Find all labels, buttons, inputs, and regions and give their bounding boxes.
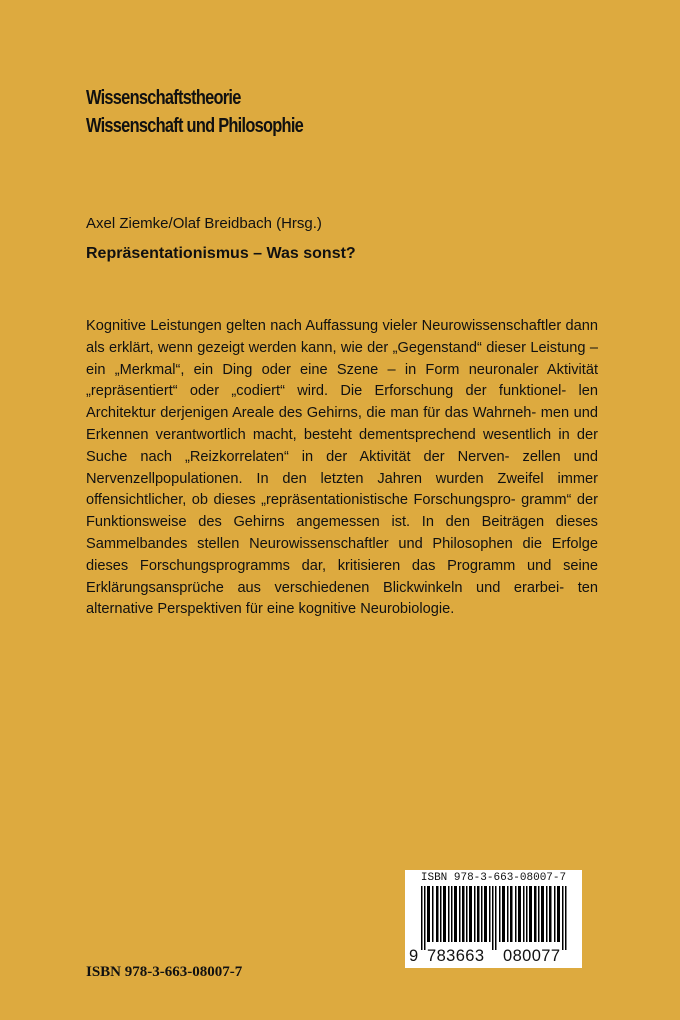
- series-title-line-1: Wissenschaftstheorie: [86, 87, 241, 109]
- barcode-digits-group-2: 080077: [503, 947, 561, 965]
- blurb-line: zellen und Nervenzellpopulationen. In den letzten Jahren wurden Zweifel: [86, 448, 598, 487]
- blurb-line: wesentlich in der Suche nach „Reizkorrelaten“ in der Aktivität der Nerven-: [86, 426, 598, 465]
- series-title-line-2: Wissenschaft und Philosophie: [86, 115, 304, 137]
- isbn-footer: ISBN 978-3-663-08007-7: [86, 964, 243, 980]
- blurb-line: immer offensichtlicher, ob dieses „repräsentationistische Forschungspro-: [86, 470, 598, 509]
- blurb-line: dann als erklärt, wenn gezeigt werden kann, wie der „Gegenstand“ dieser: [86, 318, 598, 356]
- blurb-line: Leistung – ein „Merkmal“, ein Ding oder eine Szene – in Form neuronaler: [86, 339, 598, 378]
- blurb-line: Kognitive Leistungen gelten nach Auffassung vieler Neurowissenschaftler: [86, 318, 562, 334]
- blurb-line: gramm“ der Funktionsweise des Gehirns angemessen ist. In den Beiträgen: [86, 492, 598, 531]
- blurb-line: len Architektur derjenigen Areale des Gehirns, die man für das Wahrneh-: [86, 383, 598, 422]
- barcode-isbn-label: ISBN 978-3-663-08007-7: [420, 872, 567, 884]
- blurb-line: ten alternative Perspektiven für eine kognitive Neurobiologie.: [86, 579, 598, 618]
- book-editors: Axel Ziemke/Olaf Breidbach (Hrsg.): [86, 215, 322, 232]
- book-title: Repräsentationismus – Was sonst?: [86, 245, 356, 262]
- blurb-line: dieses Sammelbandes stellen Neurowissenschaftler und Philosophen die: [86, 514, 598, 552]
- isbn-barcode: [405, 870, 582, 968]
- series-title: [86, 84, 486, 140]
- blurb-line: Erfolge dieses Forschungsprogramms dar, kritisieren das Programm und: [86, 535, 598, 574]
- barcode-digit-lead: 9: [409, 947, 419, 965]
- barcode-bars: [417, 886, 573, 950]
- barcode-digits-group-1: 783663: [427, 947, 485, 965]
- blurb-line: men und Erkennen verantwortlich macht, besteht dementsprechend: [86, 405, 598, 443]
- blurb-line: seine Erklärungsansprüche aus verschiedenen Blickwinkeln und erarbei-: [86, 557, 598, 596]
- blurb-line: Aktivität „repräsentiert“ oder „codiert“ wird. Die Erforschung der funktionel-: [86, 361, 599, 400]
- blurb-text: [86, 316, 598, 621]
